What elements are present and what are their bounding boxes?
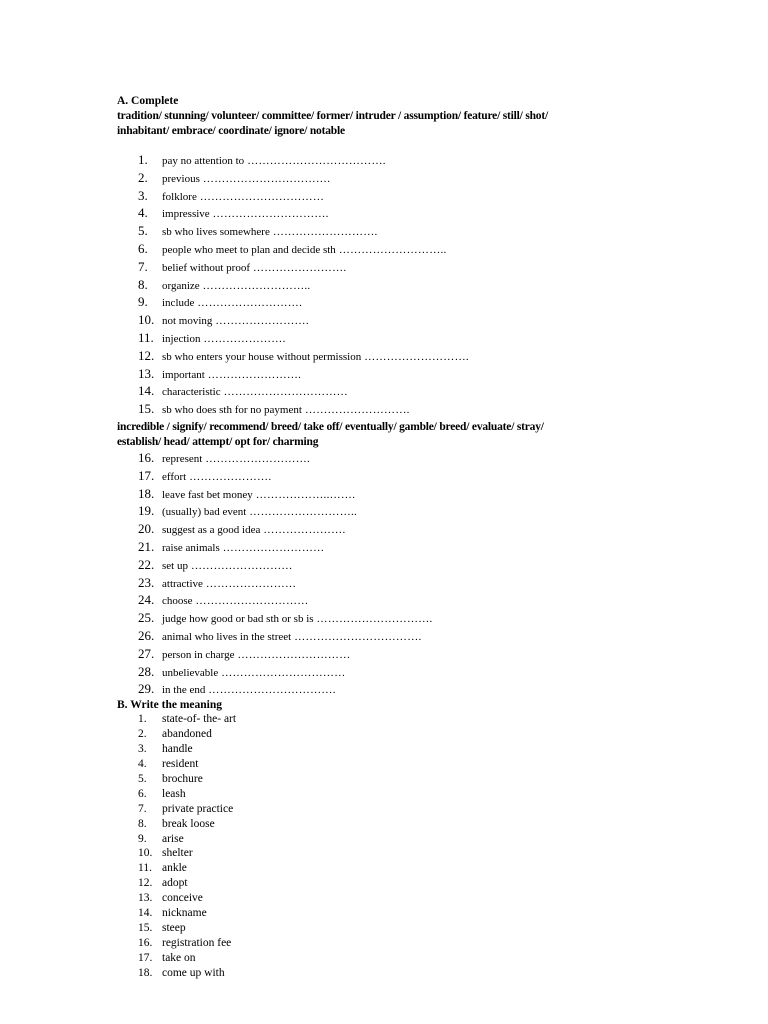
list-item: [138, 521, 433, 539]
answer-blank: ………………………..: [249, 506, 358, 519]
item-text: impressive: [162, 208, 210, 221]
answer-blank: ………………………….: [212, 208, 329, 221]
item-number: 4.: [138, 757, 147, 770]
list-item: [138, 922, 236, 937]
item-number: 6.: [138, 240, 148, 256]
answer-blank: ……………………………: [223, 386, 348, 399]
item-text: shelter: [162, 847, 193, 860]
item-number: 11.: [138, 862, 152, 875]
item-text: (usually) bad event: [162, 506, 247, 519]
item-number: 19.: [138, 503, 155, 519]
list-item: [138, 330, 469, 348]
item-number: 15.: [138, 922, 153, 935]
list-item: [138, 728, 236, 743]
item-number: 9.: [138, 294, 148, 310]
item-number: 25.: [138, 610, 155, 626]
list-item: [138, 610, 433, 628]
item-text: ankle: [162, 862, 187, 875]
answer-blank: …………………………….: [202, 172, 331, 185]
item-text: brochure: [162, 772, 203, 785]
item-text: nickname: [162, 907, 207, 920]
item-text: arise: [162, 832, 184, 845]
answer-blank: ………………….: [189, 470, 272, 483]
list-item: [138, 294, 469, 312]
list-item: [138, 833, 236, 848]
list-item: [138, 952, 236, 967]
item-text: injection: [162, 332, 201, 345]
list-item: [138, 818, 236, 833]
item-number: 13.: [138, 892, 153, 905]
list-item: [138, 862, 236, 877]
answer-blank: …………………………….: [294, 630, 422, 643]
answer-blank: ………………….: [203, 332, 286, 345]
item-text: folklore: [162, 190, 197, 203]
answer-blank: ………………………..: [202, 279, 311, 292]
section-a-wordbank2-line-1: incredible / signify/ recommend/ breed/ take off/ eventually/ gamble/ breed/ evaluate/ stray/: [117, 421, 544, 433]
item-text: adopt: [162, 877, 188, 890]
item-number: 17.: [138, 952, 153, 964]
answer-blank: …………………….: [252, 261, 347, 274]
item-number: 5.: [138, 772, 147, 785]
item-number: 10.: [138, 312, 155, 328]
item-number: 18.: [138, 485, 155, 501]
item-number: 6.: [138, 787, 147, 800]
answer-blank: …………………….: [215, 315, 309, 328]
item-text: resident: [162, 757, 199, 770]
item-number: 10.: [138, 847, 153, 860]
item-number: 16.: [138, 937, 153, 950]
item-number: 1.: [138, 713, 147, 725]
item-number: 29.: [138, 681, 155, 697]
list-item: [138, 557, 433, 575]
list-item: [138, 758, 236, 773]
answer-blank: ……………………………: [221, 666, 346, 679]
list-item: [138, 503, 433, 521]
item-number: 8.: [138, 276, 148, 292]
item-text: sb who enters your house without permission: [162, 350, 362, 363]
item-text: organize: [162, 279, 200, 292]
list-item: [138, 170, 469, 188]
item-text: registration fee: [162, 937, 232, 950]
list-item: [138, 713, 236, 728]
item-text: abandoned: [162, 727, 212, 740]
item-number: 7.: [138, 258, 148, 274]
list-item: [138, 967, 236, 982]
item-number: 21.: [138, 538, 155, 554]
item-text: handle: [162, 742, 193, 755]
item-text: not moving: [162, 315, 213, 328]
item-number: 3.: [138, 742, 147, 755]
item-number: 2.: [138, 727, 147, 740]
list-item: [138, 847, 236, 862]
item-text: pay no attention to: [162, 155, 245, 167]
list-item: [138, 628, 433, 646]
item-number: 14.: [138, 383, 155, 399]
list-item: [138, 401, 469, 419]
item-number: 2.: [138, 169, 148, 185]
answer-blank: ………………..…….: [255, 488, 356, 501]
answer-blank: …………………………: [195, 595, 309, 608]
list-item: [138, 188, 469, 206]
answer-blank: ……………………: [205, 577, 297, 590]
item-text: raise animals: [162, 541, 220, 554]
list-item: [138, 486, 433, 504]
item-text: important: [162, 368, 205, 381]
section-a-wordbank-line-2: inhabitant/ embrace/ coordinate/ ignore/ notable: [117, 125, 345, 137]
list-item: [138, 152, 469, 170]
list-item: [138, 277, 469, 295]
item-text: set up: [162, 559, 188, 572]
item-text: include: [162, 297, 195, 310]
item-number: 5.: [138, 223, 148, 239]
answer-blank: ………………………: [190, 559, 293, 572]
list-item: [138, 366, 469, 384]
item-text: unbelievable: [162, 666, 219, 679]
section-b-list: [138, 713, 236, 982]
item-text: person in charge: [162, 648, 235, 661]
item-number: 7.: [138, 802, 147, 815]
list-item: [138, 907, 236, 922]
item-number: 14.: [138, 907, 153, 920]
item-text: people who meet to plan and decide sth: [162, 243, 336, 256]
item-number: 9.: [138, 832, 147, 845]
item-text: animal who lives in the street: [162, 630, 292, 643]
item-number: 24.: [138, 592, 155, 608]
item-text: state-of- the- art: [162, 713, 237, 725]
answer-blank: ………………………….: [316, 613, 433, 626]
list-item: [138, 259, 469, 277]
answer-blank: ……………………………: [199, 190, 325, 203]
section-a-wordbank-line-1: tradition/ stunning/ volunteer/ committee/ former/ intruder / assumption/ feature/ still/ shot/: [117, 110, 548, 122]
list-item: [138, 383, 469, 401]
section-a-list-part-2: [138, 450, 433, 699]
item-number: 1.: [138, 152, 148, 167]
list-item: [138, 773, 236, 788]
list-item: [138, 312, 469, 330]
item-text: attractive: [162, 577, 203, 590]
answer-blank: ………………….: [263, 524, 346, 537]
item-text: represent: [162, 453, 203, 465]
item-number: 27.: [138, 645, 155, 661]
item-text: choose: [162, 595, 193, 608]
list-item: [138, 646, 433, 664]
item-number: 26.: [138, 627, 155, 643]
item-text: sb who lives somewhere: [162, 226, 270, 239]
item-number: 12.: [138, 347, 155, 363]
list-item: [138, 743, 236, 758]
list-item: [138, 788, 236, 803]
answer-blank: ……………………….: [272, 226, 378, 239]
item-number: 13.: [138, 365, 155, 381]
list-item: [138, 348, 469, 366]
list-item: [138, 937, 236, 952]
item-number: 3.: [138, 187, 148, 203]
answer-blank: ……………………….: [197, 297, 303, 310]
item-text: sb who does sth for no payment: [162, 404, 302, 417]
item-text: previous: [162, 172, 200, 185]
item-number: 15.: [138, 401, 155, 417]
item-text: take on: [162, 952, 196, 964]
section-b-title: B. Write the meaning: [117, 699, 222, 711]
item-number: 18.: [138, 966, 153, 979]
list-item: [138, 575, 433, 593]
list-item: [138, 877, 236, 892]
answer-blank: …………………………….: [208, 684, 336, 697]
list-item: [138, 241, 469, 259]
answer-blank: ……………………….: [364, 350, 469, 363]
item-number: 12.: [138, 877, 153, 890]
section-a-list-part-1: [138, 152, 469, 419]
item-text: come up with: [162, 966, 225, 979]
list-item: [138, 681, 433, 699]
answer-blank: ………………………..: [338, 243, 447, 256]
item-text: characteristic: [162, 386, 221, 399]
item-text: break loose: [162, 817, 215, 830]
item-number: 22.: [138, 556, 155, 572]
list-item: [138, 664, 433, 682]
item-text: leash: [162, 787, 186, 800]
item-number: 8.: [138, 817, 147, 830]
answer-blank: ………………………: [222, 541, 325, 554]
item-text: leave fast bet money: [162, 488, 253, 501]
item-text: private practice: [162, 802, 234, 815]
answer-blank: ……………………………….: [247, 155, 386, 167]
item-number: 20.: [138, 521, 155, 537]
list-item: [138, 205, 469, 223]
item-text: conceive: [162, 892, 203, 905]
item-number: 11.: [138, 329, 154, 345]
item-text: suggest as a good idea: [162, 524, 261, 537]
item-number: 28.: [138, 663, 155, 679]
section-a-wordbank2-line-2: establish/ head/ attempt/ opt for/ charming: [117, 436, 319, 448]
item-text: judge how good or bad sth or sb is: [162, 613, 314, 626]
item-number: 23.: [138, 574, 155, 590]
list-item: [138, 539, 433, 557]
section-a-title: A. Complete: [117, 95, 179, 107]
list-item: [138, 468, 433, 486]
item-number: 17.: [138, 467, 155, 483]
answer-blank: ……………………….: [205, 453, 311, 465]
item-text: in the end: [162, 684, 206, 697]
item-text: belief without proof: [162, 261, 250, 274]
item-number: 16.: [138, 450, 155, 465]
item-text: effort: [162, 470, 187, 483]
list-item: [138, 223, 469, 241]
item-number: 4.: [138, 205, 148, 221]
answer-blank: ……………………….: [304, 404, 410, 417]
item-text: steep: [162, 922, 186, 935]
list-item: [138, 592, 433, 610]
list-item: [138, 450, 433, 468]
answer-blank: …………………….: [207, 368, 302, 381]
list-item: [138, 803, 236, 818]
list-item: [138, 892, 236, 907]
answer-blank: …………………………: [237, 648, 351, 661]
